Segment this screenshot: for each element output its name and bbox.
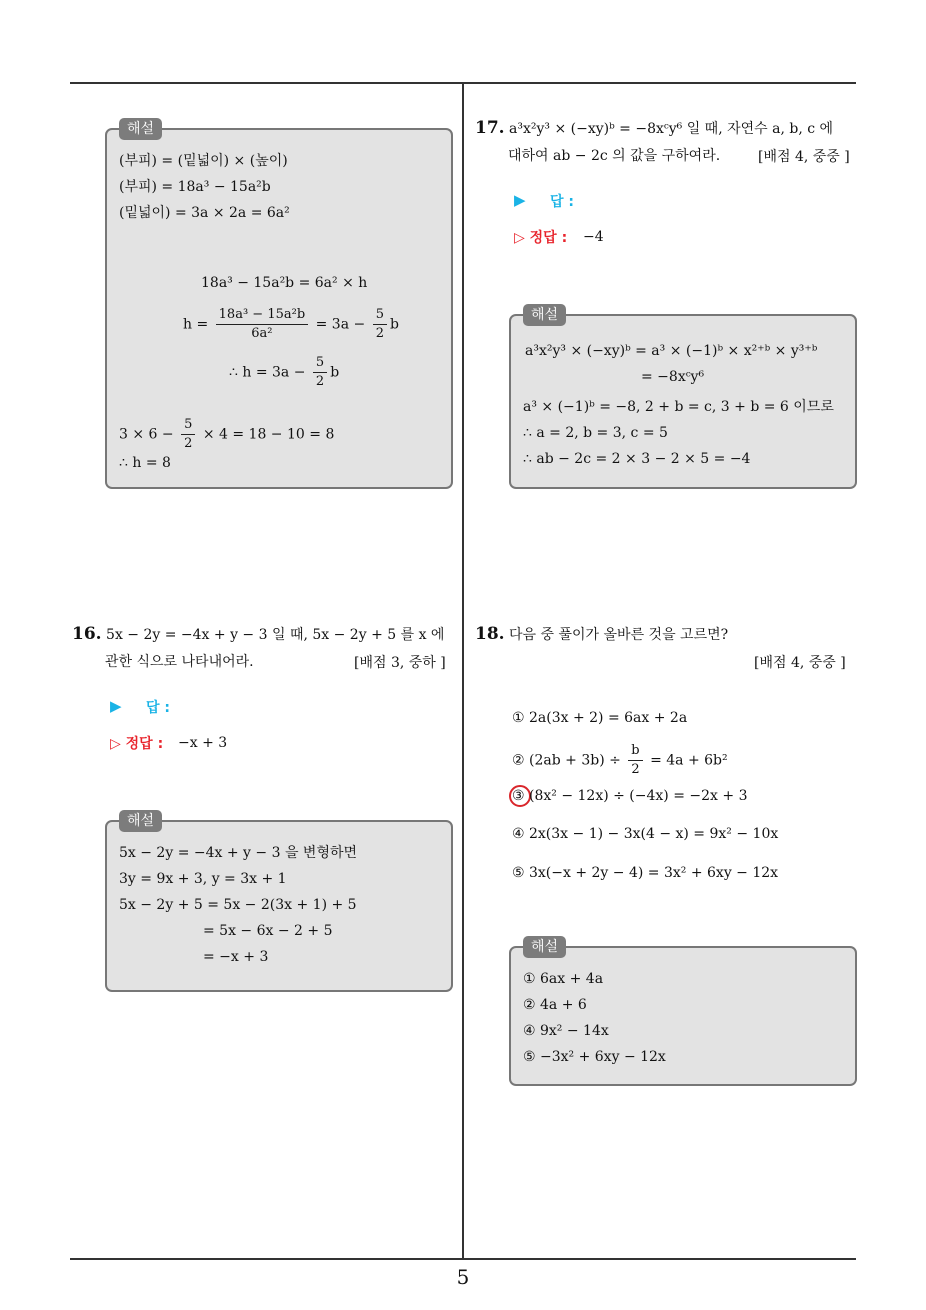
q16-correct-value: −x + 3: [178, 735, 228, 751]
q17-expl-line3: a³ × (−1)ᵇ = −8, 2 + b = c, 3 + b = 6 이므로: [523, 399, 834, 415]
q15-expl-line2: (부피) = 18a³ − 15a²b: [119, 179, 271, 195]
q18-choice-5[interactable]: ⑤ 3x(−x + 2y − 4) = 3x² + 6xy − 12x: [512, 865, 779, 881]
q18-expl-line3: ④ 9x² − 14x: [523, 1023, 609, 1039]
q15-eq2-num: 18a³ − 15a²b: [216, 306, 309, 325]
q15-eq3-num: 5: [313, 354, 327, 373]
q17-expl-line1: a³x²y³ × (−xy)ᵇ = a³ × (−1)ᵇ × x²⁺ᵇ × y³⁺ᵇ: [525, 343, 818, 359]
q18-choice-2-b: = 4a + 6b²: [650, 752, 728, 769]
q17-correct-value: −4: [583, 229, 604, 245]
q18-choice-2-fraction: [628, 742, 642, 779]
q18-choice-2[interactable]: [512, 742, 728, 779]
q18-points: [배점 4, 중중 ]: [754, 655, 846, 671]
q15-eq2-fraction: [216, 306, 309, 343]
q17-number: 17.: [475, 118, 505, 138]
q17-line1: a³x²y³ × (−xy)ᵇ = −8xᶜy⁶ 일 때, 자연수 a, b, c 에: [509, 121, 834, 137]
explanation-tag: 해설: [523, 936, 566, 958]
q18-number: 18.: [475, 624, 505, 644]
explanation-tag: 해설: [119, 810, 162, 832]
q17-line2: 대하여 ab − 2c 의 값을 구하여라.: [508, 148, 721, 164]
q15-expl-line1: (부피) = (밑넓이) × (높이): [119, 153, 288, 169]
q17-correct-text: 정답 :: [529, 230, 568, 246]
q15-eq3: [229, 354, 339, 391]
q16-explanation-box: [105, 813, 453, 992]
q16-number: 16.: [72, 624, 102, 644]
q16-points: [배점 3, 중하 ]: [354, 655, 446, 671]
q15-l4-fraction: [181, 416, 195, 453]
bottom-rule: [70, 1258, 856, 1260]
explanation-tag: 해설: [119, 118, 162, 140]
q18-explanation-box: [509, 939, 857, 1086]
q15-eq2-rhs-den: 2: [375, 326, 384, 341]
q16-expl-line2: 3y = 9x + 3, y = 3x + 1: [119, 871, 287, 887]
q15-eq2-lhs: h =: [183, 316, 209, 333]
q15-eq2-rhs: = 3a −: [315, 316, 366, 333]
q15-eq2: [183, 306, 399, 343]
q16-expl-line3: 5x − 2y + 5 = 5x − 2(3x + 1) + 5: [119, 897, 357, 913]
q16-correct-text: 정답 :: [125, 736, 164, 752]
q15-eq2-rhs-fraction: [373, 306, 387, 343]
q16-question: [72, 620, 456, 649]
q18-choice-2-a: (2ab + 3b) ÷: [529, 752, 621, 769]
q15-expl-line4: [119, 416, 334, 453]
q18-expl-line4: ⑤ −3x² + 6xy − 12x: [523, 1049, 666, 1065]
q17-answer-label: 답 :: [550, 194, 574, 210]
q16-answer-arrow: ▶: [110, 697, 122, 715]
q18-expl-line1: ① 6ax + 4a: [523, 971, 604, 987]
q17-expl-line5: ∴ ab − 2c = 2 × 3 − 2 × 5 = −4: [523, 451, 751, 467]
q15-l4-den: 2: [184, 436, 193, 451]
q17-correct-arrow: ▷: [514, 230, 525, 246]
q18-question: [475, 620, 859, 649]
q15-explanation-box: [105, 121, 453, 489]
q18-choice-2-den: 2: [631, 762, 640, 777]
q15-eq2-den: 6a²: [251, 326, 273, 341]
q17-explanation-box: [509, 307, 857, 489]
q18-choice-2-num: b: [628, 742, 642, 761]
q16-correct-arrow: ▷: [110, 736, 121, 752]
q16-line1: 5x − 2y = −4x + y − 3 일 때, 5x − 2y + 5 를 x 에: [106, 627, 445, 643]
q15-l4-a: 3 × 6 −: [119, 426, 174, 443]
q16-line2: 관한 식으로 나타내어라.: [105, 654, 254, 670]
q16-expl-line1: 5x − 2y = −4x + y − 3 을 변형하면: [119, 845, 358, 861]
page-number: 5: [456, 1265, 470, 1289]
q18-choice-2-marker: ②: [512, 752, 525, 769]
q15-eq1: 18a³ − 15a²b = 6a² × h: [201, 275, 368, 291]
q17-correct-label: [514, 227, 567, 247]
q15-eq2-rhs-b: b: [389, 316, 399, 333]
q15-l4-num: 5: [181, 416, 195, 435]
q17-points: [배점 4, 중중 ]: [758, 149, 850, 165]
q16-answer-label: 답 :: [146, 700, 170, 716]
q16-expl-line4: = 5x − 6x − 2 + 5: [203, 923, 333, 939]
q15-eq3-fraction: [313, 354, 327, 391]
q15-eq3-a: ∴ h = 3a −: [229, 364, 306, 381]
q15-expl-line3: (밑넓이) = 3a × 2a = 6a²: [119, 205, 290, 221]
q15-eq3-den: 2: [315, 374, 325, 389]
q15-l4-b: × 4 = 18 − 10 = 8: [202, 426, 335, 443]
q18-expl-line2: ② 4a + 6: [523, 997, 587, 1013]
q18-line1: 다음 중 풀이가 올바른 것을 고르면?: [509, 627, 729, 643]
q18-choice-1[interactable]: ① 2a(3x + 2) = 6ax + 2a: [512, 710, 688, 726]
column-divider: [462, 84, 464, 1258]
q15-eq2-rhs-num: 5: [373, 306, 387, 325]
q17-expl-line2: = −8xᶜy⁶: [641, 369, 705, 385]
q15-expl-line5: ∴ h = 8: [119, 455, 171, 471]
q17-question: [475, 114, 859, 143]
q17-answer-arrow: ▶: [514, 191, 526, 209]
q16-correct-label: [110, 733, 163, 753]
q17-expl-line4: ∴ a = 2, b = 3, c = 5: [523, 425, 668, 441]
explanation-tag: 해설: [523, 304, 566, 326]
q18-choice-4[interactable]: ④ 2x(3x − 1) − 3x(4 − x) = 9x² − 10x: [512, 826, 779, 842]
q18-choice-3[interactable]: ③ (8x² − 12x) ÷ (−4x) = −2x + 3: [512, 788, 748, 804]
q15-eq3-b: b: [330, 364, 340, 381]
q16-expl-line5: = −x + 3: [203, 949, 269, 965]
